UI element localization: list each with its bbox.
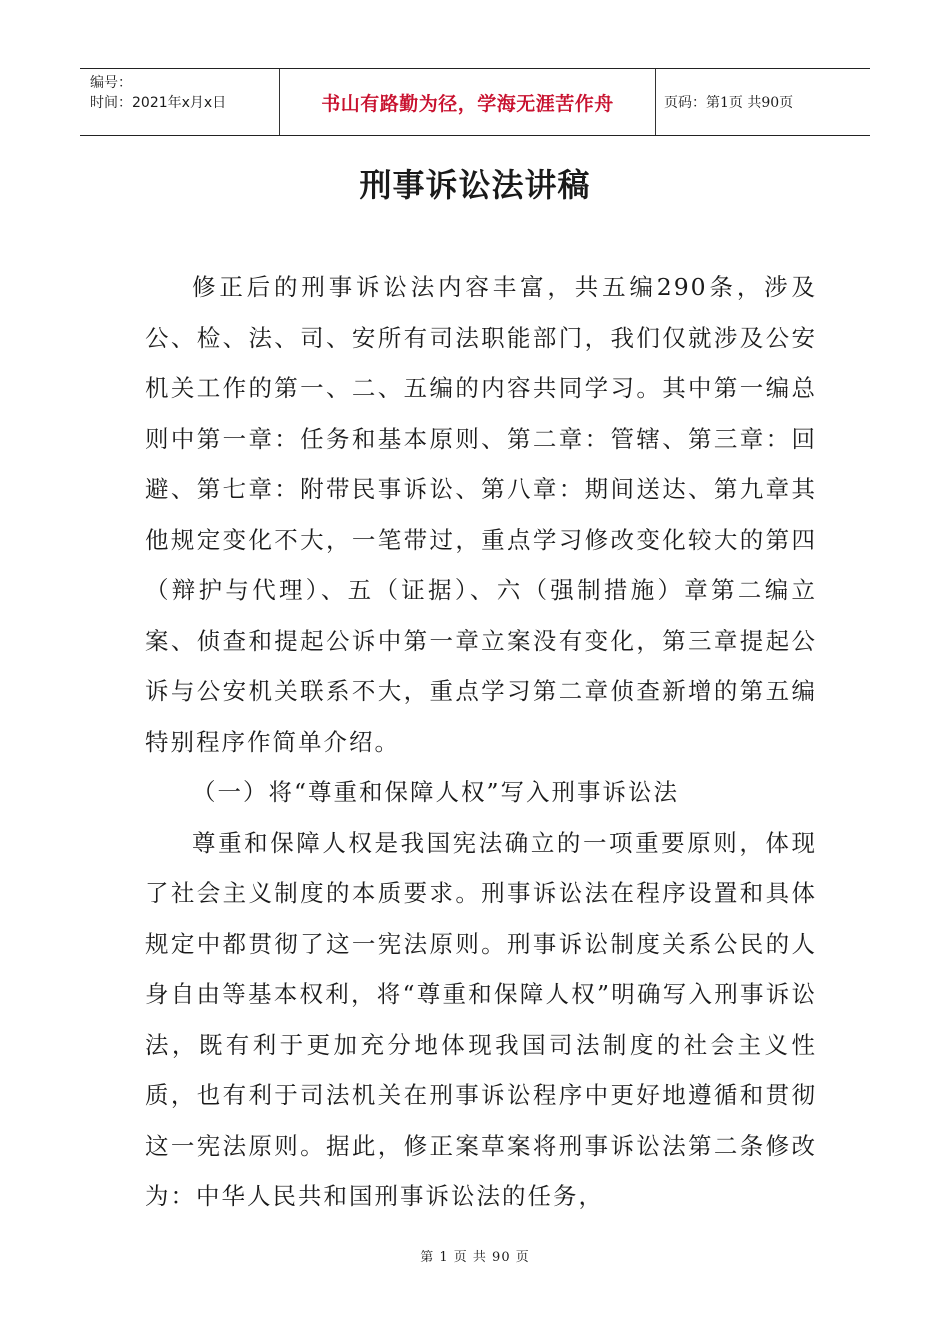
header-motto: 书山有路勤为径，学海无涯苦作舟	[321, 92, 614, 115]
document-number-label: 编号：	[90, 75, 132, 91]
paragraph-intro: 修正后的刑事诉讼法内容丰富，共五编290条，涉及公、检、法、司、安所有司法职能部门，我们仅就涉及公安机关工作的第一、二、五编的内容共同学习。其中第一编总则中第一章：任务和基本原则、第二章：管辖、第三章：回避、第七章：附带民事诉讼、第八章：期间送达、第九章其他规定变化不大，一笔带过，重点学习修改变化较大的第四（辩护与代理）、五（证据）、六（强制措施）章第二编立案、侦查和提起公诉中第一章立案没有变化，第三章提起公诉与公安机关联系不大，重点学习第二章侦查新增的第五编特别程序作简单介绍。	[145, 273, 817, 756]
paragraph-human-rights: 尊重和保障人权是我国宪法确立的一项重要原则，体现了社会主义制度的本质要求。刑事诉讼法在程序设置和具体规定中都贯彻了这一宪法原则。刑事诉讼制度关系公民的人身自由等基本权利，将“尊重和保障人权”明确写入刑事诉讼法，既有利于更加充分地体现我国司法制度的社会主义性质，也有利于司法机关在刑事诉讼程序中更好地遵循和贯彻这一宪法原则。据此，修正案草案将刑事诉讼法第二条修改为：中华人民共和国刑事诉讼法的任务，	[145, 828, 817, 1210]
page-footer: 第 1 页 共 90 页	[420, 1250, 530, 1265]
header-page-cell	[656, 69, 870, 135]
document-date-label: 时间：2021年x月x日	[90, 95, 227, 111]
document-body	[145, 262, 817, 1222]
header-motto-cell	[280, 69, 656, 135]
header-meta-cell	[80, 69, 280, 135]
header-page-info: 页码：第1页 共90页	[664, 95, 794, 111]
document-title: 刑事诉讼法讲稿	[359, 166, 591, 204]
section-heading: （一）将“尊重和保障人权”写入刑事诉讼法	[192, 778, 680, 806]
document-header	[80, 68, 870, 136]
